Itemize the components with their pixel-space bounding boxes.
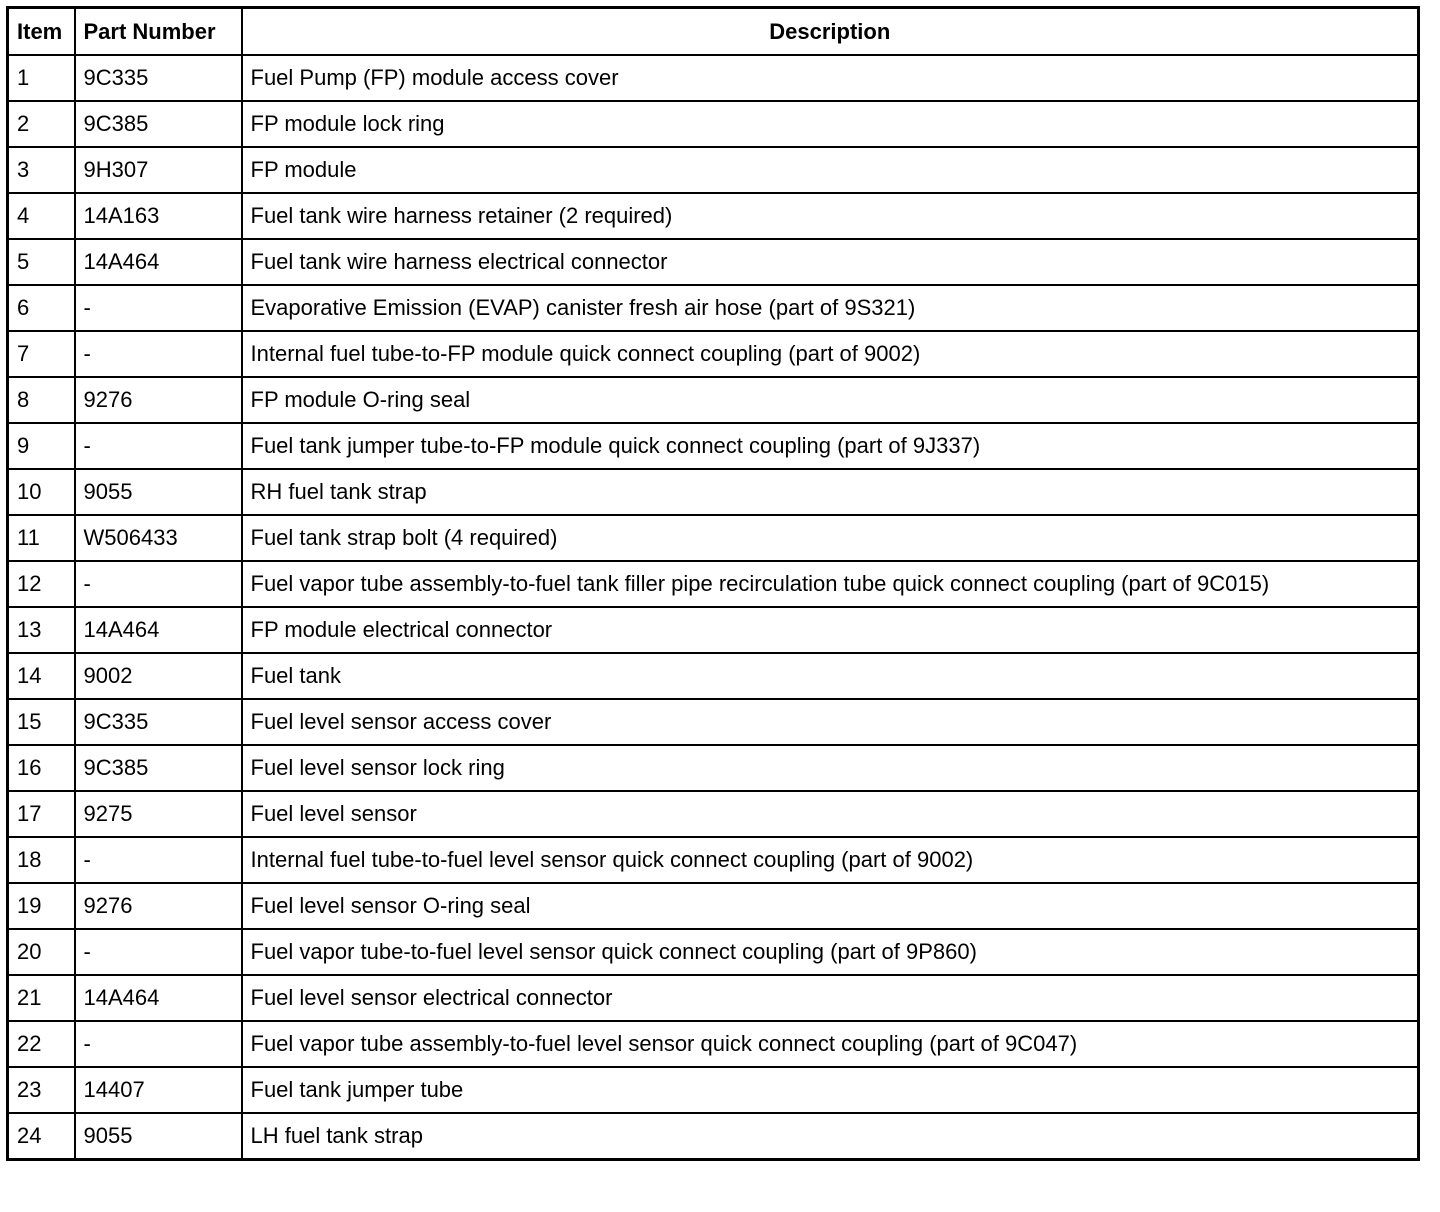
cell-item: 13 [8,607,75,653]
table-row [8,1113,1419,1160]
cell-description: Fuel vapor tube assembly-to-fuel tank filler pipe recirculation tube quick connect coupling (part of 9C015) [242,561,1419,607]
cell-description: RH fuel tank strap [242,469,1419,515]
cell-part-number: - [75,837,242,883]
cell-description: Fuel vapor tube assembly-to-fuel level sensor quick connect coupling (part of 9C047) [242,1021,1419,1067]
cell-description: FP module lock ring [242,101,1419,147]
cell-part-number: W506433 [75,515,242,561]
table-row [8,561,1419,607]
table-row [8,147,1419,193]
cell-part-number: 9276 [75,377,242,423]
cell-item: 21 [8,975,75,1021]
table-row [8,469,1419,515]
table-row [8,193,1419,239]
cell-description: Evaporative Emission (EVAP) canister fresh air hose (part of 9S321) [242,285,1419,331]
cell-description: Fuel level sensor access cover [242,699,1419,745]
table-row [8,331,1419,377]
cell-description: Fuel level sensor O-ring seal [242,883,1419,929]
table-row [8,975,1419,1021]
cell-item: 19 [8,883,75,929]
cell-description: Internal fuel tube-to-fuel level sensor quick connect coupling (part of 9002) [242,837,1419,883]
cell-description: Fuel level sensor electrical connector [242,975,1419,1021]
table-row [8,423,1419,469]
cell-item: 23 [8,1067,75,1113]
cell-description: Fuel tank jumper tube [242,1067,1419,1113]
header-description: Description [242,8,1419,56]
table-row [8,791,1419,837]
table-row [8,55,1419,101]
cell-part-number: - [75,285,242,331]
cell-item: 12 [8,561,75,607]
cell-part-number: 9H307 [75,147,242,193]
cell-item: 16 [8,745,75,791]
cell-part-number: 14407 [75,1067,242,1113]
table-row [8,745,1419,791]
cell-item: 8 [8,377,75,423]
cell-part-number: 9C335 [75,55,242,101]
cell-part-number: 9002 [75,653,242,699]
cell-part-number: 9C385 [75,101,242,147]
table-row [8,607,1419,653]
cell-description: Fuel tank wire harness retainer (2 required) [242,193,1419,239]
cell-item: 5 [8,239,75,285]
cell-item: 2 [8,101,75,147]
cell-part-number: - [75,561,242,607]
cell-part-number: - [75,1021,242,1067]
cell-description: Internal fuel tube-to-FP module quick connect coupling (part of 9002) [242,331,1419,377]
cell-item: 24 [8,1113,75,1160]
cell-part-number: 9055 [75,1113,242,1160]
cell-item: 9 [8,423,75,469]
cell-item: 14 [8,653,75,699]
cell-item: 1 [8,55,75,101]
cell-item: 15 [8,699,75,745]
cell-item: 17 [8,791,75,837]
cell-part-number: 9275 [75,791,242,837]
cell-part-number: - [75,929,242,975]
cell-item: 3 [8,147,75,193]
table-row [8,285,1419,331]
cell-part-number: 14A464 [75,239,242,285]
cell-description: FP module electrical connector [242,607,1419,653]
cell-part-number: 14A464 [75,975,242,1021]
cell-part-number: 9C335 [75,699,242,745]
cell-item: 4 [8,193,75,239]
table-row [8,239,1419,285]
table-row [8,515,1419,561]
header-item: Item [8,8,75,56]
cell-description: Fuel tank wire harness electrical connector [242,239,1419,285]
header-row [8,8,1419,56]
table-body [8,55,1419,1160]
cell-description: LH fuel tank strap [242,1113,1419,1160]
table-header [8,8,1419,56]
cell-part-number: - [75,423,242,469]
parts-table-container [6,6,1420,1161]
table-row [8,101,1419,147]
cell-item: 18 [8,837,75,883]
cell-description: Fuel level sensor [242,791,1419,837]
cell-description: Fuel tank [242,653,1419,699]
header-part-number: Part Number [75,8,242,56]
cell-description: Fuel level sensor lock ring [242,745,1419,791]
table-row [8,883,1419,929]
cell-description: Fuel tank strap bolt (4 required) [242,515,1419,561]
table-row [8,837,1419,883]
cell-item: 22 [8,1021,75,1067]
table-row [8,699,1419,745]
parts-table [6,6,1420,1161]
cell-description: Fuel tank jumper tube-to-FP module quick connect coupling (part of 9J337) [242,423,1419,469]
table-row [8,377,1419,423]
cell-part-number: - [75,331,242,377]
cell-item: 10 [8,469,75,515]
cell-item: 11 [8,515,75,561]
cell-description: FP module O-ring seal [242,377,1419,423]
cell-part-number: 9055 [75,469,242,515]
cell-item: 7 [8,331,75,377]
table-row [8,929,1419,975]
cell-description: Fuel vapor tube-to-fuel level sensor quick connect coupling (part of 9P860) [242,929,1419,975]
table-row [8,1021,1419,1067]
cell-description: Fuel Pump (FP) module access cover [242,55,1419,101]
table-row [8,1067,1419,1113]
cell-item: 20 [8,929,75,975]
cell-part-number: 9C385 [75,745,242,791]
cell-part-number: 9276 [75,883,242,929]
cell-part-number: 14A163 [75,193,242,239]
table-row [8,653,1419,699]
cell-item: 6 [8,285,75,331]
cell-part-number: 14A464 [75,607,242,653]
cell-description: FP module [242,147,1419,193]
